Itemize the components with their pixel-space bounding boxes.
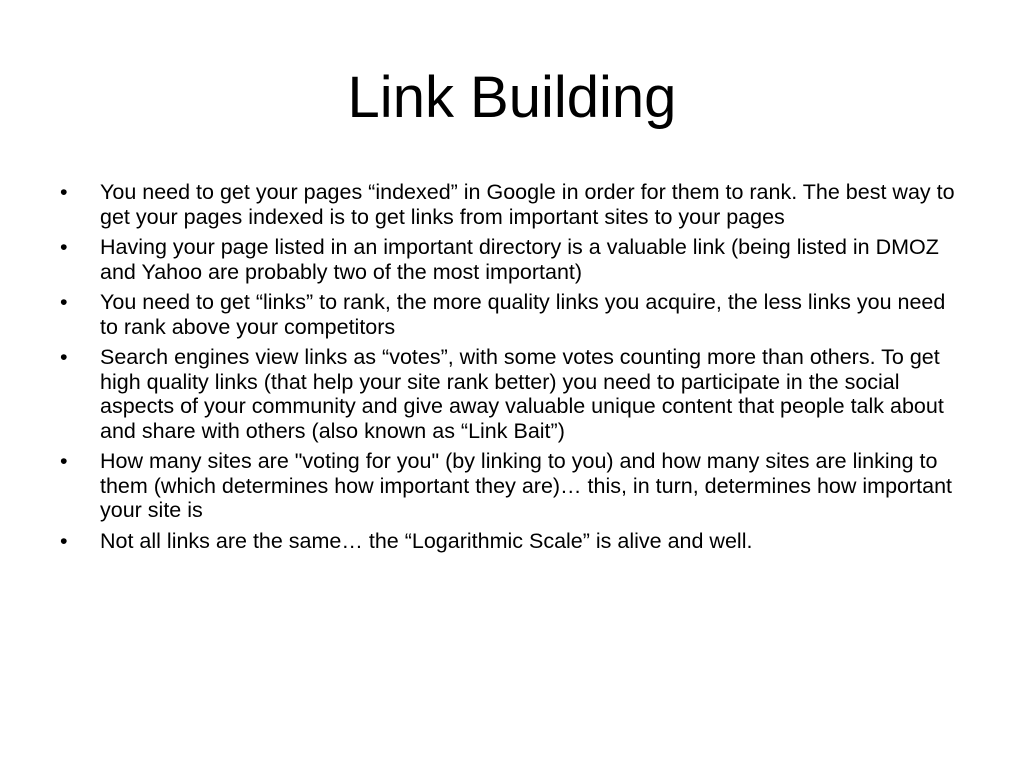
bullet-marker: • <box>60 180 68 204</box>
bullet-item <box>60 290 960 339</box>
bullet-marker: • <box>60 449 68 473</box>
bullet-marker: • <box>60 290 68 314</box>
bullet-marker: • <box>60 235 68 259</box>
bullet-item <box>60 235 960 284</box>
bullet-item <box>60 529 960 554</box>
bullet-text: Search engines view links as “votes”, with some votes counting more than others. To get high quality links (that help your site rank better) you need to participate in the social aspects of your community and give away valuable unique content that people talk about and share with others (also known as “Link Bait”) <box>100 345 944 443</box>
bullet-text: How many sites are "voting for you" (by linking to you) and how many sites are linking to them (which determines how important they are)… this, in turn, determines how important your site is <box>100 449 953 522</box>
bullet-marker: • <box>60 528 68 553</box>
bullet-item <box>60 449 960 523</box>
bullet-text: Having your page listed in an important directory is a valuable link (being listed in DMOZ and Yahoo are probably two of the most important) <box>100 235 939 284</box>
bullet-item <box>60 180 960 229</box>
bullet-item <box>60 345 960 443</box>
bullet-list <box>60 180 960 559</box>
bullet-text: Not all links are the same… the “Logarithmic Scale” is alive and well. <box>100 528 753 553</box>
bullet-text: You need to get “links” to rank, the more quality links you acquire, the less links you need to rank above your competitors <box>100 290 946 339</box>
slide-title: Link Building <box>347 65 677 130</box>
bullet-marker: • <box>60 345 68 369</box>
bullet-text: You need to get your pages “indexed” in Google in order for them to rank. The best way to get your pages indexed is to get links from important sites to your pages <box>100 180 955 229</box>
